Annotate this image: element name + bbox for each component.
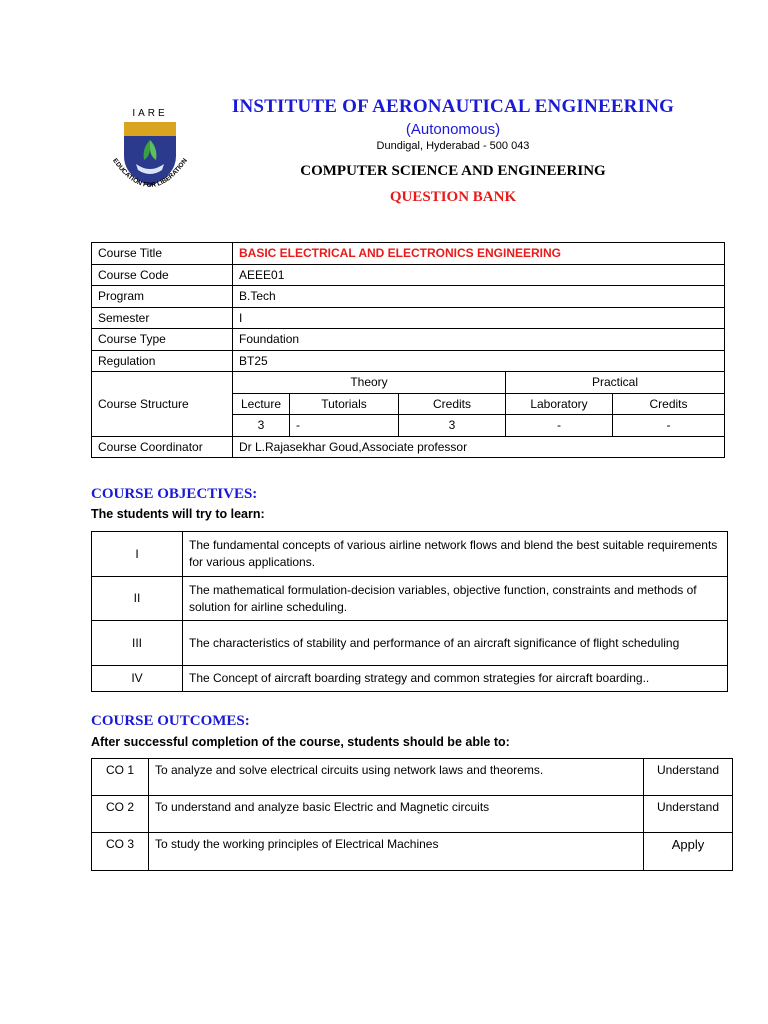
program-value: B.Tech xyxy=(233,286,725,308)
outcome-text: To understand and analyze basic Electric and Magnetic circuits xyxy=(149,796,644,833)
table-row xyxy=(92,577,728,621)
objective-text: The characteristics of stability and performance of an aircraft significance of flight scheduling xyxy=(183,621,728,666)
objective-number: I xyxy=(92,532,183,577)
table-row xyxy=(92,759,733,796)
objective-text: The fundamental concepts of various airline network flows and blend the best suitable requirements for various applications. xyxy=(183,532,728,577)
table-row xyxy=(92,329,725,351)
tutorials-value: - xyxy=(290,415,399,437)
course-code-label: Course Code xyxy=(92,264,233,286)
coordinator-value: Dr L.Rajasekhar Goud,Associate professor xyxy=(233,436,725,458)
practical-header: Practical xyxy=(506,372,725,394)
course-title-value: BASIC ELECTRICAL AND ELECTRONICS ENGINEERING xyxy=(233,243,725,265)
objectives-table xyxy=(91,531,728,692)
lecture-value: 3 xyxy=(233,415,290,437)
objective-text: The mathematical formulation-decision variables, objective function, constraints and methods of solution for airline scheduling. xyxy=(183,577,728,621)
outcome-level: Apply xyxy=(644,833,733,871)
institute-name: INSTITUTE OF AERONAUTICAL ENGINEERING xyxy=(231,96,675,117)
table-row xyxy=(92,350,725,372)
laboratory-value: - xyxy=(506,415,613,437)
course-type-value: Foundation xyxy=(233,329,725,351)
course-code-value: AEEE01 xyxy=(233,264,725,286)
objectives-subheading: The students will try to learn: xyxy=(91,507,265,521)
autonomous-label: (Autonomous) xyxy=(405,121,501,138)
table-row xyxy=(92,372,725,394)
document-type: QUESTION BANK xyxy=(389,189,517,205)
outcome-code: CO 3 xyxy=(92,833,149,871)
practical-credits-header: Credits xyxy=(613,393,725,415)
table-row xyxy=(92,307,725,329)
course-type-label: Course Type xyxy=(92,329,233,351)
credits-header: Credits xyxy=(399,393,506,415)
coordinator-label: Course Coordinator xyxy=(92,436,233,458)
outcome-code: CO 1 xyxy=(92,759,149,796)
table-row xyxy=(92,796,733,833)
table-row xyxy=(92,621,728,666)
tutorials-header: Tutorials xyxy=(290,393,399,415)
outcome-level: Understand xyxy=(644,759,733,796)
table-row xyxy=(92,833,733,871)
course-title-label: Course Title xyxy=(92,243,233,265)
outcome-text: To study the working principles of Electrical Machines xyxy=(149,833,644,871)
regulation-value: BT25 xyxy=(233,350,725,372)
semester-value: I xyxy=(233,307,725,329)
logo-text: IARE xyxy=(132,108,168,119)
objectives-heading: COURSE OBJECTIVES: xyxy=(91,486,258,502)
practical-credits-value: - xyxy=(613,415,725,437)
logo-motto: EDUCATION FOR LIBERATION xyxy=(111,157,189,190)
semester-label: Semester xyxy=(92,307,233,329)
table-row xyxy=(92,436,725,458)
outcomes-subheading: After successful completion of the course, students should be able to: xyxy=(91,735,510,749)
department-name: COMPUTER SCIENCE AND ENGINEERING xyxy=(300,163,606,179)
table-row xyxy=(92,286,725,308)
outcome-level: Understand xyxy=(644,796,733,833)
table-row xyxy=(92,532,728,577)
laboratory-header: Laboratory xyxy=(506,393,613,415)
outcome-code: CO 2 xyxy=(92,796,149,833)
table-row xyxy=(92,264,725,286)
regulation-label: Regulation xyxy=(92,350,233,372)
lecture-header: Lecture xyxy=(233,393,290,415)
course-structure-label: Course Structure xyxy=(92,372,233,437)
iare-logo xyxy=(104,104,196,204)
outcomes-heading: COURSE OUTCOMES: xyxy=(91,713,250,729)
outcomes-table xyxy=(91,758,733,871)
institute-address: Dundigal, Hyderabad - 500 043 xyxy=(376,140,530,152)
objective-number: III xyxy=(92,621,183,666)
course-info-table xyxy=(91,242,725,458)
table-row xyxy=(92,666,728,692)
objective-text: The Concept of aircraft boarding strategy and common strategies for aircraft boarding.. xyxy=(183,666,728,692)
objective-number: II xyxy=(92,577,183,621)
table-row xyxy=(92,243,725,265)
objective-number: IV xyxy=(92,666,183,692)
program-label: Program xyxy=(92,286,233,308)
theory-header: Theory xyxy=(233,372,506,394)
outcome-text: To analyze and solve electrical circuits using network laws and theorems. xyxy=(149,759,644,796)
credits-value: 3 xyxy=(399,415,506,437)
